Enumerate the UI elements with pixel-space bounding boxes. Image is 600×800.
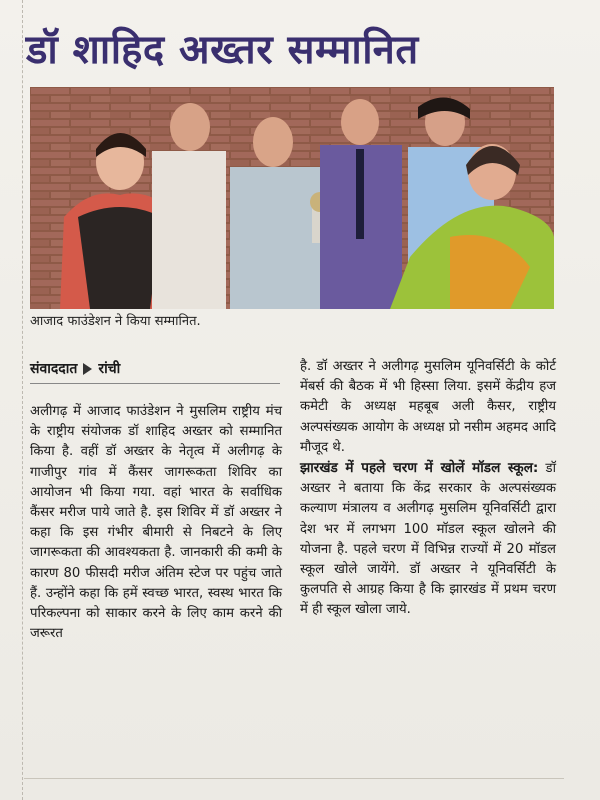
triangle-arrow-icon <box>83 363 92 375</box>
left-column-text: अलीगढ़ में आजाद फाउंडेशन ने मुसलिम राष्ट्रीय मंच के राष्ट्रीय संयोजक डॉ शाहिद अख्तर को सम्मानित किया है. वहीं डॉ अख्तर के नेतृत्व में अलीगढ़ के गाजीपुर गांव में कैंसर जागरूकता शिविर का आयोजन भी किया गया. वहां भारत के सर्वाधिक कैंसर मरीज पाये जाते है. इस शिविर में डॉ अख्तर ने कहा कि इस गंभीर बीमारी से निबटने के लिए जागरूकता की आवश्यकता है. जानकारी की कमी के कारण 80 फीसदी मरीज अंतिम स्टेज पर पहुंच जाते हैं. उन्होंने कहा कि हमें स्वच्छ भारत, स्वस्थ भारत कि परिकल्पना को साकार करने के लिए काम करने की जरूरत <box>30 404 282 642</box>
reporter-label: संवाददात <box>30 361 78 377</box>
award-photo <box>30 87 554 309</box>
adjacent-column-edge <box>0 0 23 800</box>
photo-caption: आजाद फाउंडेशन ने किया सम्मानित. <box>30 314 201 329</box>
right-column-text-2: डॉ अख्तर ने बताया कि केंद्र सरकार के अल्पसंख्यक कल्याण मंत्रालय व अलीगढ़ मुसलिम यूनिवर्सिटी द्वारा देश भर में लगभग 100 मॉडल स्कूल खोलने की योजना है. पहले चरण में विभिन्न राज्यों में 20 मॉडल स्कूल खोले जायेंगे. डॉ अख्तर ने यूनिवर्सिटी के कुलपति से आग्रह किया है कि झारखंड में प्रथम चरण में ही स्कूल खोला जाये. <box>300 461 556 618</box>
right-article-column <box>300 357 556 621</box>
award-ceremony-photo-icon <box>30 87 554 309</box>
city-label: रांची <box>98 361 121 377</box>
subheading: झारखंड में पहले चरण में खोलें मॉडल स्कूल: <box>300 460 539 477</box>
headline: डॉ शाहिद अख्तर सम्मानित <box>26 27 419 73</box>
bottom-divider <box>24 778 564 779</box>
right-column-text-1: है. डॉ अख्तर ने अलीगढ़ मुसलिम यूनिवर्सिटी के कोर्ट मेंबर्स की बैठक में भी हिस्सा लिया. इसमें केंद्रीय हज कमेटी के अध्यक्ष महबूब अली कैसर, राष्ट्रीय अल्पसंख्यक आयोग के अध्यक्ष प्रो नसीम अहमद आदि मौजूद थे. <box>300 359 556 455</box>
left-article-column <box>30 402 282 644</box>
byline <box>30 355 280 384</box>
